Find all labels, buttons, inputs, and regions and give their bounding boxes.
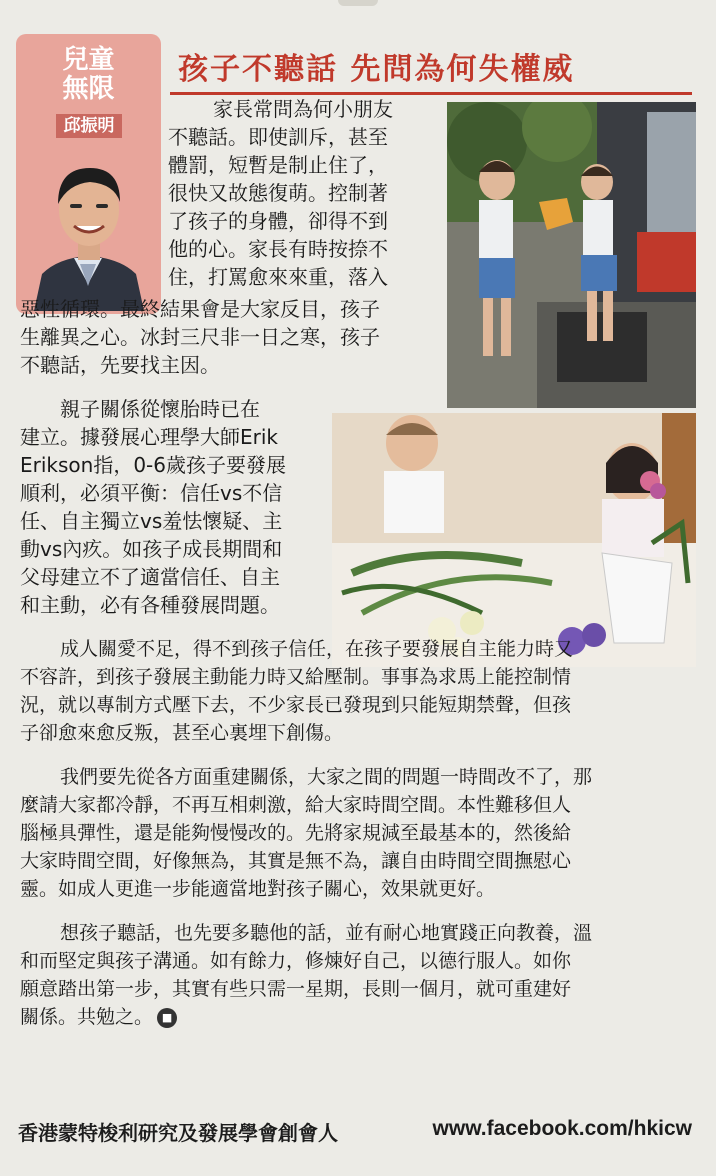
text-line: 生離異之心。冰封三尺非一日之寒，孩子 bbox=[20, 325, 380, 349]
text-line: 大家時間空間，好像無為，其實是無不為，讓自由時間空間撫慰心 bbox=[20, 850, 572, 872]
text-line: 麼請大家都冷靜，不再互相刺激，給大家時間空間。本性難移但人 bbox=[20, 794, 572, 816]
text-line: 父母建立不了適當信任、自主 bbox=[20, 565, 280, 589]
closing-text: 關係。共勉之。 bbox=[20, 1006, 154, 1028]
text-line: 體罰，短暫是制止住了， bbox=[168, 153, 388, 177]
column-badge bbox=[16, 34, 161, 314]
text-line: 子卻愈來愈反叛，甚至心裏埋下創傷。 bbox=[20, 722, 344, 744]
text-line: 很快又故態復萌。控制著 bbox=[168, 181, 388, 205]
column-name-line2: 無限 bbox=[62, 74, 115, 104]
author-name: 邱振明 bbox=[56, 114, 122, 138]
author-footer bbox=[18, 1117, 698, 1147]
text-line: 建立。據發展心理學大師Erik bbox=[20, 425, 278, 449]
text-line: 腦極具彈性，還是能夠慢慢改的。先將家規減至最基本的，然後給 bbox=[20, 822, 572, 844]
text-line: 任、自主獨立vs羞怯懷疑、主 bbox=[20, 509, 283, 533]
text-line: 和而堅定與孩子溝通。如有餘力，修煉好自己，以德行服人。如你 bbox=[20, 950, 572, 972]
text-line: 親子關係從懷胎時已在 bbox=[60, 397, 260, 421]
text-line: 願意踏出第一步，其實有些只需一星期，長則一個月，就可重建好 bbox=[20, 978, 572, 1000]
clipping-edge bbox=[338, 0, 378, 6]
text-line: Erikson指，0-6歲孩子要發展 bbox=[20, 453, 286, 477]
author-portrait bbox=[28, 146, 149, 311]
facebook-url: www.facebook.com/hkicw bbox=[432, 1117, 692, 1140]
text-line: 住，打罵愈來來重，落入 bbox=[168, 265, 388, 289]
column-name-line1: 兒童 bbox=[62, 45, 115, 75]
text-line: 成人關愛不足，得不到孩子信任，在孩子要發展自主能力時又 bbox=[60, 638, 574, 660]
column-name bbox=[16, 46, 161, 104]
photo-kids-arranging-flowers bbox=[332, 413, 696, 667]
text-line: 順利，必須平衡：信任vs不信 bbox=[20, 481, 283, 505]
text-line: 和主動，必有各種發展問題。 bbox=[20, 593, 280, 617]
text-line bbox=[20, 1004, 177, 1030]
text-line: 我們要先從各方面重建關係，大家之間的問題一時間改不了，那 bbox=[60, 766, 593, 788]
text-line: 不容許，到孩子發展主動能力時又給壓制。事事為求馬上能控制情 bbox=[20, 666, 572, 688]
text-line: 了孩子的身體，卻得不到 bbox=[168, 209, 388, 233]
text-line: 動vs內疚。如孩子成長期間和 bbox=[20, 537, 283, 561]
text-line: 家長常問為何小朋友 bbox=[213, 97, 393, 121]
text-line: 況，就以專制方式壓下去，不少家長已發現到只能短期禁聲，但孩 bbox=[20, 694, 572, 716]
text-line: 他的心。家長有時按捺不 bbox=[168, 237, 388, 261]
text-line: 不聽話，先要找主因。 bbox=[20, 353, 220, 377]
end-mark-icon: ■ bbox=[157, 1008, 177, 1028]
text-line: 不聽話。即使訓斥，甚至 bbox=[168, 125, 388, 149]
author-organization: 香港蒙特梭利研究及發展學會創會人 bbox=[18, 1121, 338, 1145]
photo-kids-washing-car bbox=[447, 102, 696, 408]
text-line: 想孩子聽話，也先要多聽他的話，並有耐心地實踐正向教養，溫 bbox=[60, 922, 593, 944]
text-line: 惡性循環。最終結果會是大家反目，孩子 bbox=[20, 297, 380, 321]
headline: 孩子不聽話 先問為何失權威 bbox=[178, 52, 575, 87]
text-line: 靈。如成人更進一步能適當地對孩子關心，效果就更好。 bbox=[20, 878, 496, 900]
